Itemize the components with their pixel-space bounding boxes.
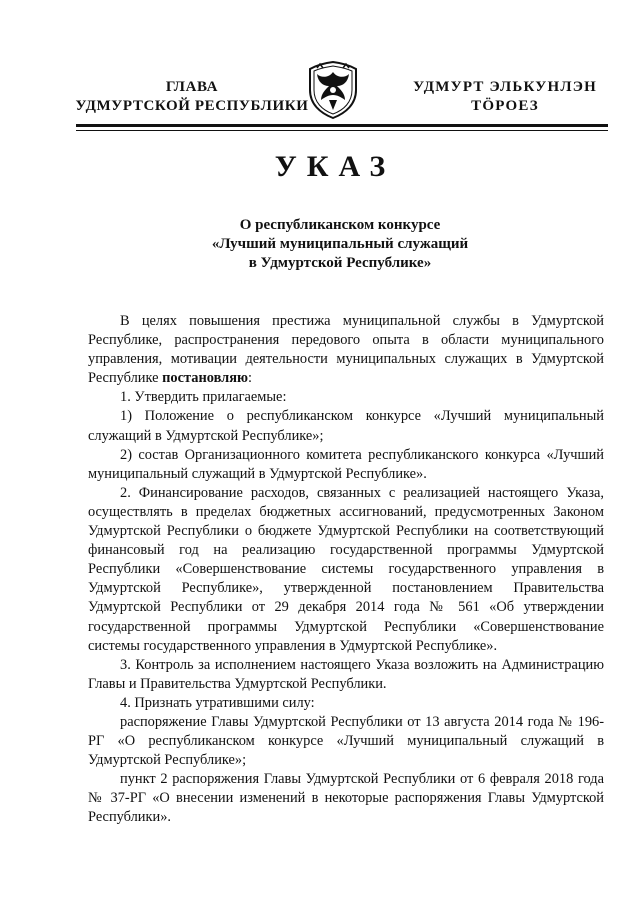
header-right-line1: УДМУРТ ЭЛЬКУНЛЭН bbox=[413, 79, 597, 95]
paragraph-1-item-1: 1) Положение о республиканском конкурсе «Лучший муниципальный служащий в Удмуртской Республике»; bbox=[88, 408, 604, 444]
header-left bbox=[72, 78, 312, 116]
coat-of-arms-icon bbox=[303, 60, 363, 120]
header-right bbox=[380, 78, 630, 116]
subject-line-1: О республиканском конкурсе bbox=[239, 217, 441, 233]
paragraph-2: 2. Финансирование расходов, связанных с реализацией настоящего Указа, осуществлять в пределах бюджетных ассигнований, предусмотренных Законом Удмуртской Республики о бюджете Удмуртской Республики на соответствующий финансовый год на реализацию государственной программы Удмуртской Республики «Совершенствование системы государственного управления в Удмуртской Республике», утвержденной постановлением Правительства Удмуртской Республики от 29 декабря 2014 года № 561 «Об утверждении государственной программы Удмуртской Республики «Совершенствование системы государственного управления в Удмуртской Республике». bbox=[88, 484, 604, 654]
paragraph-intro bbox=[88, 312, 604, 388]
paragraph-intro-text: В целях повышения престижа муниципальной службы в Удмуртской Республике, распространения передового опыта в области муниципального управления, мотивации деятельности муниципальных служащих в Удмуртской Республике bbox=[88, 313, 604, 387]
paragraph-intro-end: : bbox=[248, 370, 253, 387]
document-subject bbox=[80, 216, 600, 273]
subject-line-2: «Лучший муниципальный служащий bbox=[211, 236, 469, 252]
document-body bbox=[88, 312, 604, 828]
paragraph-1-item-2: 2) состав Организационного комитета республиканского конкурса «Лучший муниципальный служащий в Удмуртской Республике». bbox=[88, 446, 604, 482]
header-right-line2: ТӦРОЕЗ bbox=[471, 98, 539, 114]
paragraph-4: 4. Признать утратившими силу: bbox=[120, 694, 315, 711]
document-title: УКАЗ bbox=[274, 150, 396, 183]
paragraph-3: 3. Контроль за исполнением настоящего Указа возложить на Администрацию Главы и Правительства Удмуртской Республики. bbox=[88, 656, 604, 692]
header-rule-thick bbox=[76, 124, 608, 127]
header-left-line1: ГЛАВА bbox=[165, 79, 219, 95]
header-left-line2: УДМУРТСКОЙ РЕСПУБЛИКИ bbox=[75, 98, 309, 114]
header-rule-thin bbox=[76, 130, 608, 131]
paragraph-4-item-1: распоряжение Главы Удмуртской Республики от 13 августа 2014 года № 196-РГ «О республиканском конкурсе «Лучший муниципальный служащий в Удмуртской Республике»; bbox=[88, 713, 604, 769]
paragraph-4-item-2: пункт 2 распоряжения Главы Удмуртской Республики от 6 февраля 2018 года № 37-РГ «О внесении изменений в некоторые распоряжения Главы Удмуртской Республики». bbox=[88, 771, 604, 826]
subject-line-3: в Удмуртской Республике» bbox=[248, 255, 432, 271]
paragraph-intro-decree-word: постановляю bbox=[162, 370, 249, 387]
paragraph-1: 1. Утвердить прилагаемые: bbox=[120, 389, 287, 406]
